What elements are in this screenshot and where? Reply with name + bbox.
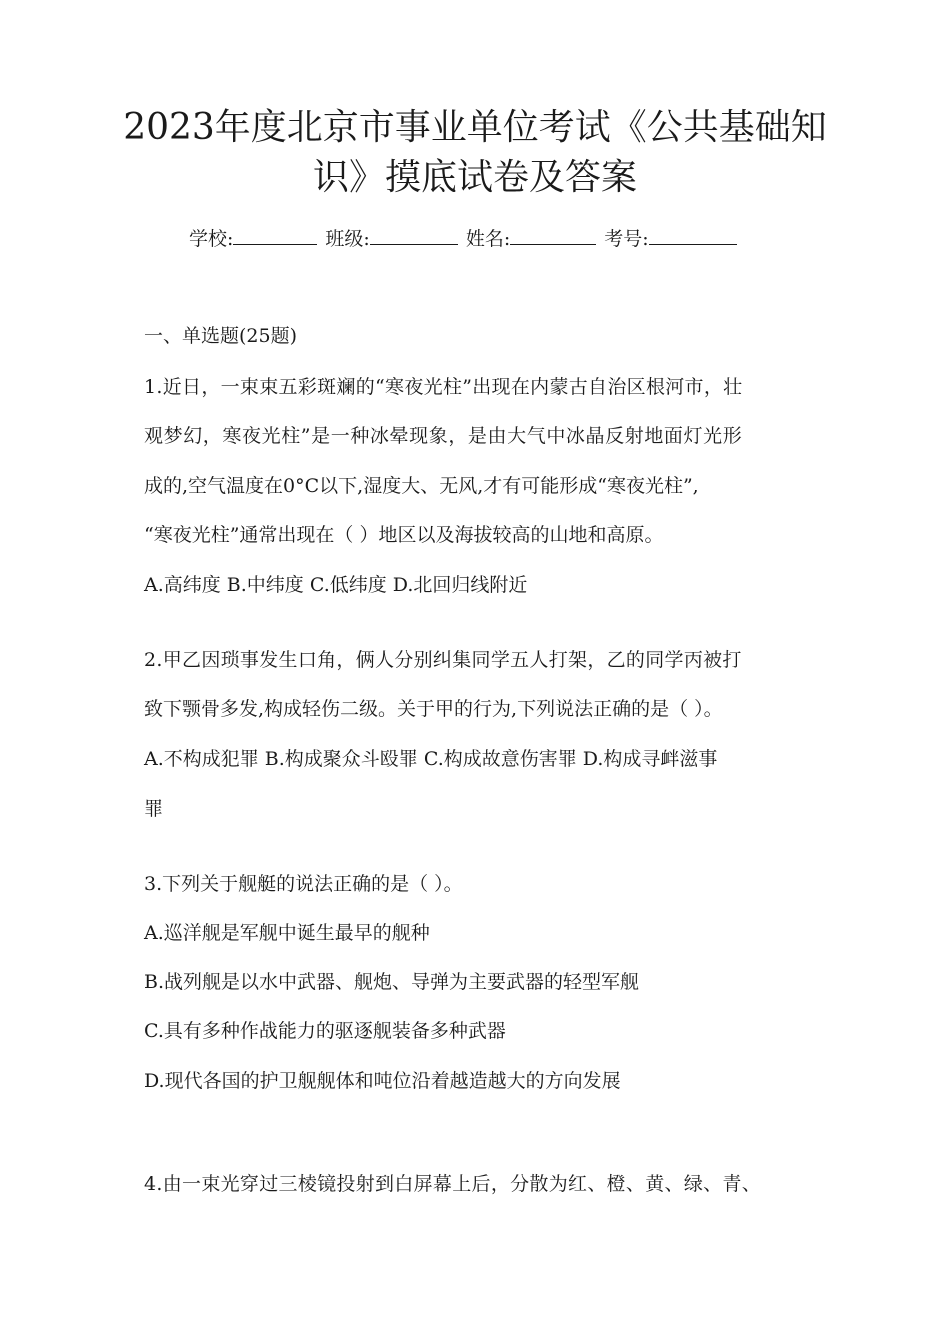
q2-options-line-1: A.不构成犯罪 B.构成聚众斗殴罪 C.构成故意伤害罪 D.构成寻衅滋事	[144, 748, 718, 770]
q3-stem: 3.下列关于舰艇的说法正确的是（ ）。	[144, 873, 463, 895]
q3-option-c: C.具有多种作战能力的驱逐舰装备多种武器	[144, 1020, 506, 1042]
section-heading: 一、单选题(25题)	[144, 325, 298, 347]
q2-stem-line-1: 2.甲乙因琐事发生口角，俩人分别纠集同学五人打架，乙的同学丙被打	[144, 649, 742, 671]
school-label: 学校:	[189, 228, 234, 250]
exam-number-field[interactable]	[649, 224, 737, 245]
q1-stem-line-4: “寒夜光柱”通常出现在（ ）地区以及海拔较高的山地和高原。	[144, 524, 664, 546]
q1-stem-line-3: 成的,空气温度在0°C以下,湿度大、无风,才有可能形成“寒夜光柱”,	[144, 475, 699, 497]
q3-option-b: B.战列舰是以水中武器、舰炮、导弹为主要武器的轻型军舰	[144, 971, 640, 993]
name-field[interactable]	[510, 224, 596, 245]
student-info-row	[189, 224, 737, 253]
class-field[interactable]	[370, 224, 458, 245]
class-label: 班级:	[325, 228, 370, 250]
q1-options: A.高纬度 B.中纬度 C.低纬度 D.北回归线附近	[144, 574, 528, 596]
school-field[interactable]	[233, 224, 317, 245]
q2-options-line-2: 罪	[144, 798, 164, 820]
q3-option-d: D.现代各国的护卫舰舰体和吨位沿着越造越大的方向发展	[144, 1070, 621, 1092]
q1-stem-line-1: 1.近日，一束束五彩斑斓的“寒夜光柱”出现在内蒙古自治区根河市，壮	[144, 376, 743, 398]
q3-option-a: A.巡洋舰是军舰中诞生最早的舰种	[144, 922, 430, 944]
page-title-line-1: 2023年度北京市事业单位考试《公共基础知	[123, 107, 827, 148]
name-label: 姓名:	[465, 228, 511, 250]
page-title-line-2: 识》摸底试卷及答案	[312, 157, 637, 198]
q1-stem-line-2: 观梦幻，寒夜光柱”是一种冰晕现象，是由大气中冰晶反射地面灯光形	[144, 425, 743, 447]
q4-stem-line-1: 4.由一束光穿过三棱镜投射到白屏幕上后，分散为红、橙、黄、绿、青、	[144, 1173, 762, 1195]
exam-number-label: 考号:	[604, 228, 649, 250]
q2-stem-line-2: 致下颚骨多发,构成轻伤二级。关于甲的行为,下列说法正确的是（ ）。	[144, 698, 723, 720]
